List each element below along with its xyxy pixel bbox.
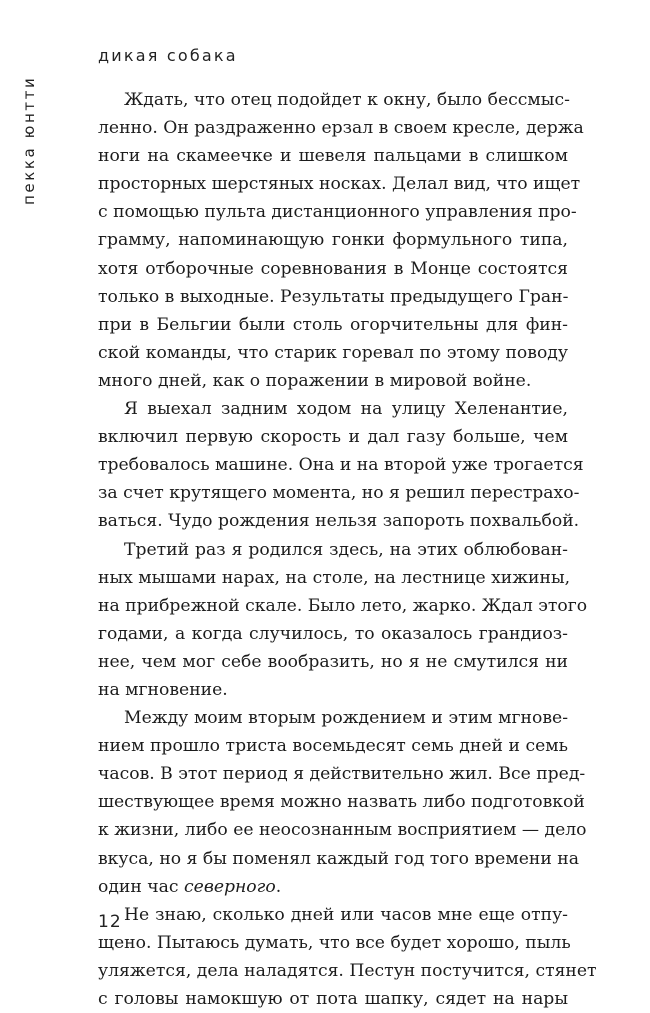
paragraph-4 <box>98 704 587 901</box>
paragraph-2 <box>98 395 584 535</box>
page-number: 12 <box>98 912 122 932</box>
text-line: нее, чем мог себе вообразить, но я не смутился ни <box>98 651 568 672</box>
text-line: только в выходные. Результаты предыдущего Гран- <box>98 286 569 307</box>
text-segment: один час <box>98 876 185 897</box>
text-line: хотя отборочные соревнования в Монце состоятся <box>98 258 568 279</box>
text-line: ноги на скамеечке и шевеля пальцами в слишком <box>98 146 568 167</box>
text-line: за счет крутящего момента, но я решил перестрахо- <box>98 483 580 504</box>
text-line: Третий раз я родился здесь, на этих облюбован- <box>124 539 568 560</box>
text-line: Ждать, что отец подойдет к окну, было бессмыс- <box>124 90 570 110</box>
text-line: с помощью пульта дистанционного управления про- <box>98 202 577 223</box>
text-line: к жизни, либо ее неосознанным восприятием — дело <box>98 820 587 841</box>
paragraph-1 <box>98 86 584 395</box>
text-line: ваться. Чудо рождения нельзя запороть похвальбой. <box>98 511 580 532</box>
italic-word: северного <box>184 876 276 897</box>
text-line: при в Бельгии были столь огорчительны для фин- <box>98 314 568 335</box>
text-line: уляжется, дела наладятся. Пестун постучится, стянет <box>98 960 597 981</box>
text-line: ской команды, что старик горевал по этому поводу <box>98 342 568 363</box>
text-line: включил первую скорость и дал газу больше, чем <box>98 427 568 448</box>
text-line: Я выехал задним ходом на улицу Хеленантие, <box>124 399 568 420</box>
text-line: вкуса, но я бы поменял каждый год того времени на <box>98 848 579 869</box>
text-line: требовалось машине. Она и на второй уже трогается <box>98 455 584 476</box>
author-name-vertical: пекка юнтти <box>20 75 38 205</box>
text-line: много дней, как о поражении в мировой войне. <box>98 370 532 391</box>
body-text <box>98 86 597 1013</box>
text-line: с головы намокшую от пота шапку, сядет на нары <box>98 989 568 1009</box>
text-line: ных мышами нарах, на столе, на лестнице хижины, <box>98 567 571 588</box>
text-line: Между моим вторым рождением и этим мгнове- <box>124 708 568 729</box>
text-line: грамму, напоминающую гонки формульного типа, <box>98 230 568 251</box>
paragraph-3 <box>98 536 588 705</box>
text-line: нием прошло триста восемьдесят семь дней и семь <box>98 736 568 757</box>
text-line: щено. Пытаюсь думать, что все будет хорошо, пыль <box>98 932 571 953</box>
text-line <box>98 873 568 901</box>
running-head: дикая собака <box>98 46 238 65</box>
text-line: часов. В этот период я действительно жил. Все пред- <box>98 764 586 785</box>
text-line: Не знаю, сколько дней или часов мне еще отпу- <box>124 904 568 925</box>
text-line: на прибрежной скале. Было лето, жарко. Ждал этого <box>98 595 588 616</box>
text-line: шествующее время можно назвать либо подготовкой <box>98 792 585 813</box>
paragraph-5 <box>98 901 597 1013</box>
text-line: на мгновение. <box>98 679 228 700</box>
text-line: просторных шерстяных носках. Делал вид, что ищет <box>98 174 581 195</box>
text-line: ленно. Он раздраженно ерзал в своем кресле, держа <box>98 118 584 139</box>
text-segment: . <box>275 876 282 897</box>
text-line: годами, а когда случилось, то оказалось грандиоз- <box>98 623 568 644</box>
